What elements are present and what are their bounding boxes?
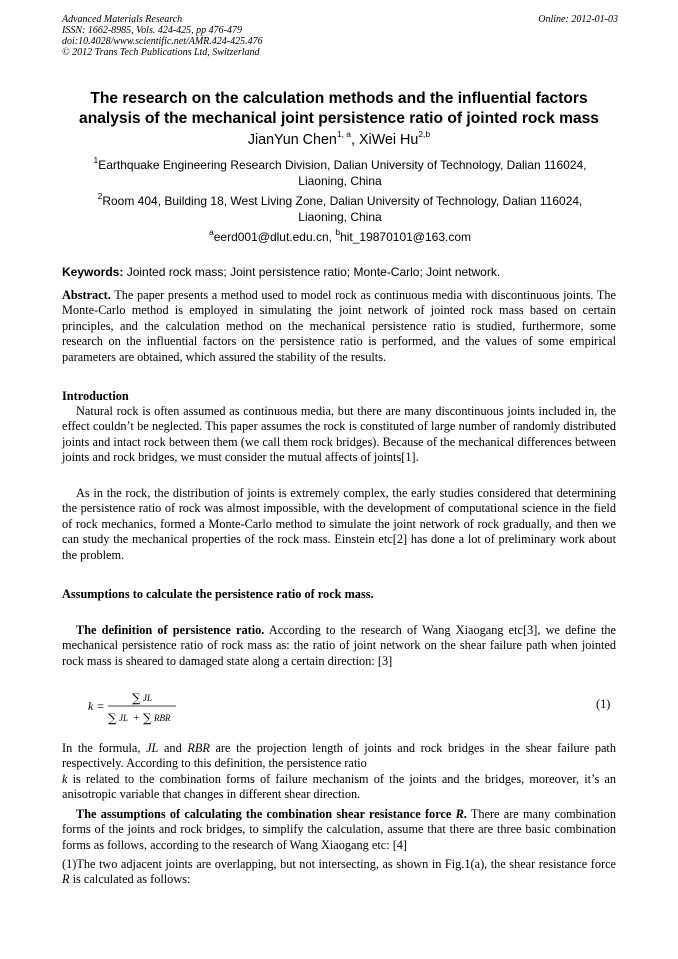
assumptions-heading: Assumptions to calculate the persistence ratio of rock mass. xyxy=(62,587,374,601)
journal-name: Advanced Materials Research xyxy=(62,14,183,25)
affiliation-1-superscript: 1 xyxy=(93,155,99,165)
math-r: R xyxy=(62,872,70,887)
text-span: and xyxy=(158,741,188,755)
abstract-label: Abstract. xyxy=(62,288,111,302)
affiliation-2-text: Room 404, Building 18, West Living Zone, Dalian University of Technology, Dalian 116024, xyxy=(102,194,583,208)
affiliation-2-superscript: 2 xyxy=(97,191,103,201)
formula-numerator: JL xyxy=(143,693,152,703)
shear-resistance-lead-end: . xyxy=(463,807,467,821)
keywords-text: Jointed rock mass; Joint persistence ratio; Monte-Carlo; Joint network. xyxy=(123,265,501,279)
formula-denominator-term-2: RBR xyxy=(154,713,171,723)
affiliation-1-line-2: Liaoning, China xyxy=(298,174,382,188)
author-2: XiWei Hu xyxy=(359,132,419,148)
equation-number: (1) xyxy=(596,697,611,711)
email-b-superscript: b xyxy=(335,227,341,237)
email-a-superscript: a xyxy=(208,227,214,237)
text-span: is related to the combination forms of failure mechanism of the joints and the bridges, moreover, it’s an anisotropic variable that changes in different shear direction. xyxy=(62,771,616,802)
text-span: is calculated as follows: xyxy=(69,872,191,887)
paper-title xyxy=(56,89,622,129)
author-1-superscript: 1, a xyxy=(336,129,352,140)
email-b: hit_19870101@163.com xyxy=(340,230,472,244)
introduction-paragraph-1: Natural rock is often assumed as continuous media, but there are many discontinuous joints included in, the effect couldn’t be neglected. This paper assumes the rock is constituted of large number of randomly distributed joints and intact rock between them (we call them rock bridges). Because of the mechanical differences between joints and rock bridges, we must consider the mutual affects of joints[1]. xyxy=(62,404,616,465)
formula-denominator-sum-2: ∑ xyxy=(143,711,152,725)
journal-issn: ISSN: 1662-8985, Vols. 424-425, pp 476-479 xyxy=(62,25,242,36)
abstract-text: The paper presents a method used to model rock as continuous media with discontinuous joints. The Monte-Carlo method is employed in simulating the joint network of jointed rock mass based on certain principles, and the calculation method on the mechanical persistence ratio is studied, furthermore, some research on the influential factors on the persistence ratio is performed, and the values of some empirical parameters are obtained, which assured the stability of the results. xyxy=(62,288,616,364)
affiliation-1-text: Earthquake Engineering Research Division, Dalian University of Technology, Dalian 116024, xyxy=(98,158,587,172)
math-r: R xyxy=(455,807,464,821)
formula-explanation-paragraph xyxy=(62,741,616,803)
journal-doi: doi:10.4028/www.scientific.net/AMR.424-425.476 xyxy=(62,36,263,47)
journal-copyright: © 2012 Trans Tech Publications Ltd, Switzerland xyxy=(62,47,260,58)
journal-header xyxy=(62,14,618,58)
author-2-superscript: 2,b xyxy=(418,129,431,140)
title-line-1: The research on the calculation methods and the influential factors xyxy=(90,90,588,107)
definition-lead: The definition of persistence ratio. xyxy=(76,623,265,637)
online-date: Online: 2012-01-03 xyxy=(538,14,618,25)
formula-lhs: k = xyxy=(88,699,105,713)
math-k: k xyxy=(62,771,68,786)
affiliation-1 xyxy=(62,157,618,189)
math-jl: JL xyxy=(146,741,159,755)
overlapping-joints-paragraph xyxy=(62,857,616,888)
definition-text: According to the research of Wang Xiaogang etc[3], we define the mechanical persistence ratio of rock mass as: the ratio of joint network on the shear failure path when jointed rock mass is sheared to damaged state along a certain direction: [3] xyxy=(62,623,616,668)
affiliation-2 xyxy=(62,193,618,225)
definition-paragraph xyxy=(62,623,616,669)
persistence-ratio-formula xyxy=(88,688,228,728)
email-a: eerd001@dlut.edu.cn, xyxy=(213,230,336,244)
text-span: are the projection length of joints and rock bridges in the shear failure path respectively. According to this definition, the persistence ratio xyxy=(62,741,616,771)
text-span: In the formula, xyxy=(62,741,147,755)
formula-numerator-sum: ∑ xyxy=(132,691,141,705)
introduction-heading: Introduction xyxy=(62,389,129,403)
keywords xyxy=(62,264,618,280)
shear-resistance-lead: The assumptions of calculating the combination shear resistance force xyxy=(76,807,456,821)
introduction-paragraph-2: As in the rock, the distribution of joints is extremely complex, the early studies considered that determining the persistence ratio of rock was almost impossible, with the development of computational science in the field of rock mechanics, formed a Monte-Carlo method to simulate the joint network of rock gradually, and then we can study the mechanical properties of the rock mass. Einstein etc[2] has done a lot of preliminary work about the problem. xyxy=(62,486,616,562)
abstract xyxy=(62,288,616,365)
keywords-label: Keywords: xyxy=(62,265,124,279)
author-emails xyxy=(62,229,618,245)
text-span: (1)The two adjacent joints are overlapping, but not intersecting, as shown in Fig.1(a), the shear resistance force xyxy=(62,857,616,871)
formula-denominator-sum-1: ∑ xyxy=(108,711,117,725)
formula-plus: + xyxy=(131,713,142,724)
author-separator: , xyxy=(351,132,359,148)
shear-resistance-text: There are many combination forms of the joints and rock bridges, to simplify the calculation, assume that there are three basic combination forms as follows, according to the research of Wang Xiaogang etc: [4] xyxy=(62,807,616,852)
author-list xyxy=(56,131,622,149)
formula-denominator-term-1: JL xyxy=(119,713,128,723)
math-rbr: RBR xyxy=(187,741,210,755)
author-1: JianYun Chen xyxy=(247,132,337,148)
title-line-2: analysis of the mechanical joint persistence ratio of jointed rock mass xyxy=(79,110,599,127)
affiliation-2-line-2: Liaoning, China xyxy=(298,210,382,224)
shear-resistance-paragraph xyxy=(62,807,616,853)
